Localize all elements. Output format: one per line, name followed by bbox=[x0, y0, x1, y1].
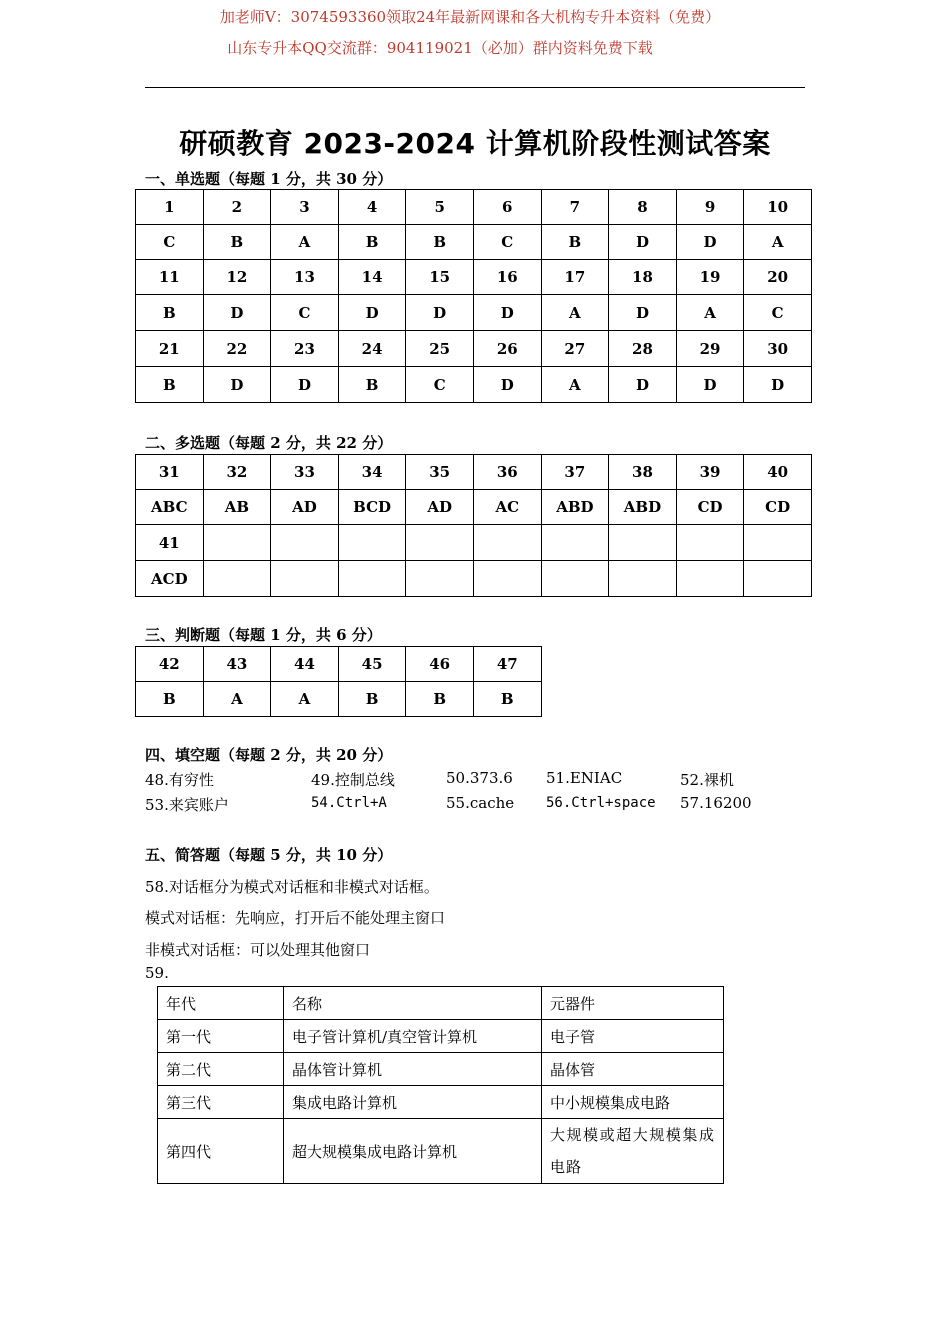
question-number-cell: 39 bbox=[676, 455, 744, 490]
section-heading-fill-blank: 四、填空题（每题 2 分，共 20 分） bbox=[145, 746, 393, 764]
question-number-cell: 12 bbox=[203, 260, 271, 295]
question-number-cell: 14 bbox=[338, 260, 406, 295]
table-cell: 第一代 bbox=[158, 1020, 284, 1053]
question-number-cell bbox=[473, 525, 541, 561]
answer-cell: D bbox=[338, 295, 406, 331]
fill-answer-53: 53.来宾账户 bbox=[145, 796, 229, 814]
table-cell: 中小规模集成电路 bbox=[542, 1086, 724, 1119]
answer-58-line-3: 非模式对话框：可以处理其他窗口 bbox=[145, 941, 371, 959]
table-row bbox=[158, 987, 724, 1020]
fill-answer-49: 49.控制总线 bbox=[311, 771, 395, 789]
answer-cell: C bbox=[473, 225, 541, 260]
question-number-cell bbox=[541, 525, 609, 561]
question-number-cell bbox=[406, 525, 474, 561]
answer-cell: D bbox=[203, 367, 271, 403]
question-number-cell: 31 bbox=[136, 455, 204, 490]
answer-cell: B bbox=[338, 367, 406, 403]
question-number-row bbox=[136, 190, 812, 225]
answer-cell: A bbox=[541, 295, 609, 331]
question-number-row bbox=[136, 260, 812, 295]
question-number-cell: 47 bbox=[473, 647, 541, 682]
question-number-row bbox=[136, 455, 812, 490]
question-number-cell: 25 bbox=[406, 331, 474, 367]
table-cell: 第四代 bbox=[158, 1119, 284, 1184]
answer-cell: B bbox=[338, 682, 406, 717]
answer-cell: A bbox=[676, 295, 744, 331]
answer-cell: C bbox=[271, 295, 339, 331]
answer-cell bbox=[406, 561, 474, 597]
question-number-cell: 8 bbox=[609, 190, 677, 225]
fill-answer-57: 57.16200 bbox=[680, 794, 752, 812]
answer-cell: C bbox=[406, 367, 474, 403]
answer-cell: BCD bbox=[338, 490, 406, 525]
answer-cell bbox=[271, 561, 339, 597]
table-row bbox=[158, 1119, 724, 1184]
answer-cell: A bbox=[271, 682, 339, 717]
question-number-cell: 7 bbox=[541, 190, 609, 225]
question-number-cell: 11 bbox=[136, 260, 204, 295]
answer-cell: A bbox=[541, 367, 609, 403]
question-number-cell: 46 bbox=[406, 647, 474, 682]
answer-cell bbox=[541, 561, 609, 597]
table-cell: 电子管 bbox=[542, 1020, 724, 1053]
table-cell: 超大规模集成电路计算机 bbox=[284, 1119, 542, 1184]
table-cell: 电子管计算机/真空管计算机 bbox=[284, 1020, 542, 1053]
answer-cell: CD bbox=[676, 490, 744, 525]
answer-cell: B bbox=[136, 367, 204, 403]
table-cell: 晶体管 bbox=[542, 1053, 724, 1086]
promo-line-wechat: 加老师V：3074593360领取24年最新网课和各大机构专升本资料（免费） bbox=[219, 8, 721, 26]
answer-cell: ACD bbox=[136, 561, 204, 597]
question-number-cell: 29 bbox=[676, 331, 744, 367]
question-number-cell: 36 bbox=[473, 455, 541, 490]
answer-cell: AD bbox=[406, 490, 474, 525]
question-number-cell bbox=[203, 525, 271, 561]
table-cell: 晶体管计算机 bbox=[284, 1053, 542, 1086]
fill-answer-51: 51.ENIAC bbox=[546, 769, 623, 787]
question-number-cell: 10 bbox=[744, 190, 812, 225]
answer-cell: ABD bbox=[541, 490, 609, 525]
question-number-cell: 35 bbox=[406, 455, 474, 490]
answer-cell: A bbox=[203, 682, 271, 717]
question-number-cell bbox=[271, 525, 339, 561]
answer-cell: AB bbox=[203, 490, 271, 525]
question-number-cell: 17 bbox=[541, 260, 609, 295]
question-number-row bbox=[136, 331, 812, 367]
answer-cell bbox=[338, 561, 406, 597]
section-heading-multiple-choice: 二、多选题（每题 2 分，共 22 分） bbox=[145, 434, 393, 452]
answer-cell: D bbox=[473, 367, 541, 403]
table-cell: 集成电路计算机 bbox=[284, 1086, 542, 1119]
answer-cell: B bbox=[473, 682, 541, 717]
answer-cell: C bbox=[136, 225, 204, 260]
answer-cell: D bbox=[609, 295, 677, 331]
multiple-choice-answer-table bbox=[135, 454, 812, 597]
answer-cell: AC bbox=[473, 490, 541, 525]
table-cell: 第二代 bbox=[158, 1053, 284, 1086]
answer-row bbox=[136, 367, 812, 403]
question-number-cell: 42 bbox=[136, 647, 204, 682]
question-number-cell: 43 bbox=[203, 647, 271, 682]
answer-cell: B bbox=[136, 295, 204, 331]
question-number-cell: 40 bbox=[744, 455, 812, 490]
answer-cell: D bbox=[473, 295, 541, 331]
question-number-cell: 37 bbox=[541, 455, 609, 490]
header-cell-component: 元器件 bbox=[542, 987, 724, 1020]
table-cell: 大规模或超大规模集成电路 bbox=[542, 1119, 724, 1184]
answer-row bbox=[136, 295, 812, 331]
answer-cell: A bbox=[271, 225, 339, 260]
question-number-cell: 15 bbox=[406, 260, 474, 295]
page-title: 研硕教育 2023-2024 计算机阶段性测试答案 bbox=[179, 127, 771, 160]
question-number-cell: 19 bbox=[676, 260, 744, 295]
fill-answer-54: 54.Ctrl+A bbox=[311, 795, 387, 811]
answer-cell: D bbox=[744, 367, 812, 403]
question-number-cell: 3 bbox=[271, 190, 339, 225]
answer-cell bbox=[744, 561, 812, 597]
computer-generations-table bbox=[157, 986, 724, 1184]
question-number-cell: 44 bbox=[271, 647, 339, 682]
answer-cell: AD bbox=[271, 490, 339, 525]
answer-59-label: 59. bbox=[145, 964, 169, 982]
answer-cell: D bbox=[676, 225, 744, 260]
answer-row bbox=[136, 682, 542, 717]
question-number-cell: 22 bbox=[203, 331, 271, 367]
question-number-row bbox=[136, 525, 812, 561]
answer-cell: ABC bbox=[136, 490, 204, 525]
answer-cell: B bbox=[203, 225, 271, 260]
question-number-cell: 28 bbox=[609, 331, 677, 367]
table-row bbox=[158, 1053, 724, 1086]
question-number-cell: 45 bbox=[338, 647, 406, 682]
answer-cell: B bbox=[406, 225, 474, 260]
answer-cell bbox=[676, 561, 744, 597]
answer-cell: D bbox=[676, 367, 744, 403]
answer-cell: C bbox=[744, 295, 812, 331]
answer-cell: A bbox=[744, 225, 812, 260]
single-choice-answer-table bbox=[135, 189, 812, 403]
section-heading-single-choice: 一、单选题（每题 1 分，共 30 分） bbox=[145, 170, 393, 188]
section-heading-short-answer: 五、简答题（每题 5 分，共 10 分） bbox=[145, 846, 393, 864]
question-number-cell: 1 bbox=[136, 190, 204, 225]
answer-cell: B bbox=[541, 225, 609, 260]
question-number-cell: 21 bbox=[136, 331, 204, 367]
question-number-cell: 9 bbox=[676, 190, 744, 225]
question-number-cell: 34 bbox=[338, 455, 406, 490]
answer-cell: D bbox=[271, 367, 339, 403]
answer-row bbox=[136, 561, 812, 597]
question-number-row bbox=[136, 647, 542, 682]
fill-answer-50: 50.373.6 bbox=[446, 769, 513, 787]
table-row bbox=[158, 1020, 724, 1053]
question-number-cell bbox=[338, 525, 406, 561]
question-number-cell: 32 bbox=[203, 455, 271, 490]
answer-cell bbox=[609, 561, 677, 597]
question-number-cell: 30 bbox=[744, 331, 812, 367]
question-number-cell: 16 bbox=[473, 260, 541, 295]
answer-row bbox=[136, 225, 812, 260]
fill-answer-52: 52.裸机 bbox=[680, 771, 734, 789]
question-number-cell: 20 bbox=[744, 260, 812, 295]
question-number-cell: 27 bbox=[541, 331, 609, 367]
answer-row bbox=[136, 490, 812, 525]
question-number-cell bbox=[609, 525, 677, 561]
table-cell: 第三代 bbox=[158, 1086, 284, 1119]
answer-cell: D bbox=[609, 225, 677, 260]
question-number-cell: 33 bbox=[271, 455, 339, 490]
true-false-answer-table bbox=[135, 646, 542, 717]
fill-answer-48: 48.有穷性 bbox=[145, 771, 214, 789]
promo-line-qq-group: 山东专升本QQ交流群：904119021（必加）群内资料免费下载 bbox=[227, 39, 653, 57]
question-number-cell: 41 bbox=[136, 525, 204, 561]
answer-cell: D bbox=[406, 295, 474, 331]
header-cell-name: 名称 bbox=[284, 987, 542, 1020]
answer-cell: ABD bbox=[609, 490, 677, 525]
question-number-cell: 23 bbox=[271, 331, 339, 367]
question-number-cell: 13 bbox=[271, 260, 339, 295]
question-number-cell: 26 bbox=[473, 331, 541, 367]
answer-cell: CD bbox=[744, 490, 812, 525]
answer-58-line-2: 模式对话框：先响应，打开后不能处理主窗口 bbox=[145, 909, 446, 927]
section-heading-true-false: 三、判断题（每题 1 分，共 6 分） bbox=[145, 626, 382, 644]
table-row bbox=[158, 1086, 724, 1119]
question-number-cell bbox=[744, 525, 812, 561]
question-number-cell: 2 bbox=[203, 190, 271, 225]
question-number-cell: 5 bbox=[406, 190, 474, 225]
question-number-cell: 24 bbox=[338, 331, 406, 367]
fill-answer-56: 56.Ctrl+space bbox=[546, 795, 656, 811]
question-number-cell: 4 bbox=[338, 190, 406, 225]
question-number-cell: 18 bbox=[609, 260, 677, 295]
question-number-cell: 6 bbox=[473, 190, 541, 225]
question-number-cell bbox=[676, 525, 744, 561]
answer-cell: D bbox=[609, 367, 677, 403]
header-cell-era: 年代 bbox=[158, 987, 284, 1020]
answer-cell: B bbox=[338, 225, 406, 260]
fill-answer-55: 55.cache bbox=[446, 794, 515, 812]
answer-cell: B bbox=[136, 682, 204, 717]
answer-cell: D bbox=[203, 295, 271, 331]
answer-cell bbox=[473, 561, 541, 597]
question-number-cell: 38 bbox=[609, 455, 677, 490]
header-divider bbox=[145, 87, 805, 88]
answer-58-line-1: 58.对话框分为模式对话框和非模式对话框。 bbox=[145, 878, 439, 896]
answer-cell bbox=[203, 561, 271, 597]
answer-cell: B bbox=[406, 682, 474, 717]
